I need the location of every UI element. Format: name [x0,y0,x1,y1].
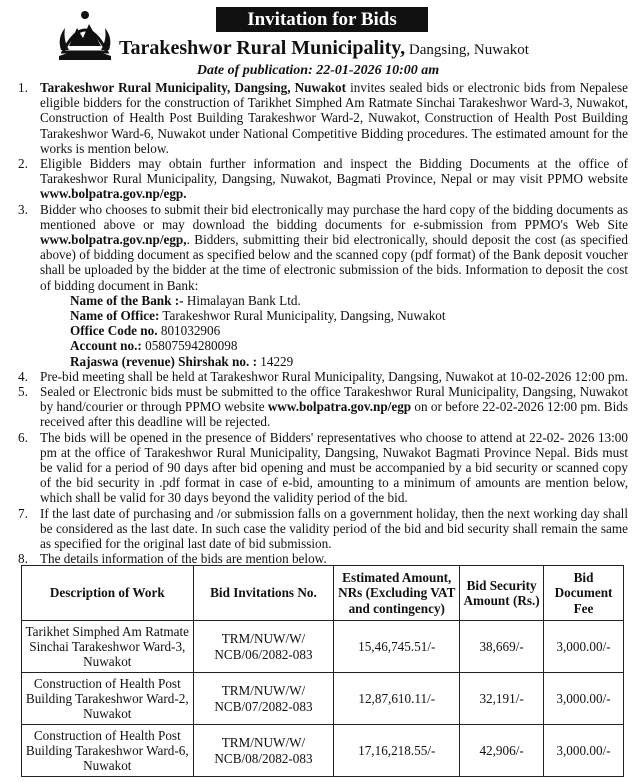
document-fee: 3,000.00/- [544,621,624,673]
document-fee: 3,000.00/- [544,725,624,777]
clause-text: Bidder who chooses to submit their bid electronically may purchase the hard copy of the bidding documents as mentioned above or may download the bidding documents for e-submission from PPMO's Web Site [40,201,628,232]
column-header: Description of Work [22,566,194,621]
column-header: Bid Security Amount (Rs.) [460,566,544,621]
account-label: Account no.: [70,338,142,354]
clause-7 [4,506,628,552]
column-header: Bid Document Fee [544,566,624,621]
office-code-label: Office Code no. [70,323,158,339]
clause-number: 4. [18,368,28,384]
clause-4 [4,369,628,384]
estimated-amount: 17,16,218.55/- [334,725,460,777]
clause-text: Sealed or Electronic bids must be submitted to the office Tarakeshwor Rural Municipality, Dangsing, Nuwakot by hand/courier or through PPMO website [40,384,628,415]
clause-number: 7. [18,505,28,521]
clause-5 [4,384,628,430]
clause-list [4,80,628,567]
organization-heading [119,37,529,60]
page-title: Invitation for Bids [216,7,428,32]
work-description: Construction of Health Post Building Tarakeshwor Ward-2, Nuwakot [22,673,194,725]
bid-security: 38,669/- [460,621,544,673]
clause-1 [4,80,628,156]
publication-date: Date of publication: 22-01-2026 10:00 am [196,63,440,78]
bid-invitation-number: TRM/NUW/W/ NCB/06/2082-083 [193,621,334,673]
table-header-row [22,566,624,621]
clause-text: on or before 22-02-2026 12:00 pm. Bids received after this deadline will be rejected. [40,399,628,430]
bank-label: Name of the Bank :- [70,292,184,308]
table-row [22,725,624,777]
bid-invitation-number: TRM/NUW/W/ NCB/07/2082-083 [193,673,334,725]
clause-text: If the last date of purchasing and /or submission falls on a government holiday, then the next working day shall be considered as the last date. In such case the validity period of the bid and bid security shall remain the same as specified for the original last date of bid submission. [40,505,628,552]
rajaswa-value: 14229 [256,353,294,369]
clause-number: 6. [18,429,28,445]
bids-table [21,565,624,777]
website-link[interactable]: www.bolpatra.gov.np/egp. [40,186,187,202]
office-code-value: 801032906 [157,323,221,339]
nepal-emblem-icon [55,6,115,61]
website-link[interactable]: www.bolpatra.gov.np/egp, [40,232,187,248]
clause-2 [4,156,628,202]
work-description: Construction of Health Post Building Tarakeshwor Ward-6, Nuwakot [22,725,194,777]
website-link[interactable]: www.bolpatra.gov.np/egp [267,399,412,415]
clause-6 [4,430,628,506]
clause-number: 2. [18,156,28,172]
office-name-row [70,308,628,323]
table-row [22,673,624,725]
rajaswa-row [70,354,628,369]
bid-security: 32,191/- [460,673,544,725]
document-fee: 3,000.00/- [544,673,624,725]
account-value: 05807594280098 [141,338,238,354]
bid-security: 42,906/- [460,725,544,777]
office-label: Name of Office: [70,308,160,324]
bank-details [70,293,628,369]
office-code-row [70,323,628,338]
clause-text: invites sealed bids or electronic bids from Nepalese eligible bidders for the construction of Tarikhet Simphed Am Ratmate Sinchai Tarakeshwor Ward-3, Nuwakot, Construction of Health Post Building Tarakeshwor Ward-2, Nuwakot, Construction of Health Post Building Tarakeshwor Ward-6, Nuwakot under National Competitive Bidding procedures. The estimated amount for the works is mention below. [40,80,629,156]
clause-text: The details information of the bids are mention below. [40,551,327,567]
clause-3 [4,202,628,369]
clause-number: 1. [18,80,28,95]
clause-text: . Bidders, submitting their bid electronically, should deposit the cost (as specified above) of bidding document as specified below and the scanned copy (pdf format) of the Bank deposit voucher shall be uploaded by the bidder at the time of electronic submission of the bids. Information to deposit the cost of bidding document in Bank: [40,232,628,293]
organization-location: Dangsing, Nuwakot [405,42,529,58]
organization-name: Tarakeshwor Rural Municipality, [119,37,406,59]
bank-name-row [70,293,628,308]
work-description: Tarikhet Simphed Am Ratmate Sinchai Tarakeshwor Ward-3, Nuwakot [22,621,194,673]
office-value: Tarakeshwor Rural Municipality, Dangsing, Nuwakot [159,308,446,324]
clause-number: 8. [18,551,28,567]
account-row [70,338,628,353]
clause-bold-text: Tarakeshwor Rural Municipality, Dangsing, Nuwakot [40,80,346,95]
clause-text: Eligible Bidders may obtain further information and inspect the Bidding Documents at the office of Tarakeshwor Rural Municipality, Dangsing, Nuwakot, Bagmati Province, Nepal or may visit PPMO website [40,156,628,187]
clause-number: 5. [18,384,28,400]
estimated-amount: 15,46,745.51/- [334,621,460,673]
clause-text: The bids will be opened in the presence of Bidders' representatives who choose to attend at 22-02- 2026 13:00 pm at the office of Tarakeshwor Rural Municipality, Dangsing, Nuwakot Bagmati Province Nepal. Bids must be valid for a period of 90 days after bid opening and must be accompanied by a bid security or scanned copy of the bid security in .pdf format in case of e-bid, amounting to a minimum of amounts are mention below, which shall be valid for 30 days beyond the validity period of the bid. [40,429,628,506]
column-header: Estimated Amount, NRs (Excluding VAT and contingency) [334,566,460,621]
clause-text: Pre-bid meeting shall be held at Tarakeshwor Rural Municipality, Dangsing, Nuwakot at 10-02-2026 12:00 pm. [40,368,629,384]
clause-number: 3. [18,201,28,217]
bank-value: Himalayan Bank Ltd. [183,292,301,308]
bid-invitation-number: TRM/NUW/W/ NCB/08/2082-083 [193,725,334,777]
estimated-amount: 12,87,610.11/- [334,673,460,725]
table-row [22,621,624,673]
rajaswa-label: Rajaswa (revenue) Shirshak no. : [70,353,257,369]
column-header: Bid Invitations No. [193,566,334,621]
